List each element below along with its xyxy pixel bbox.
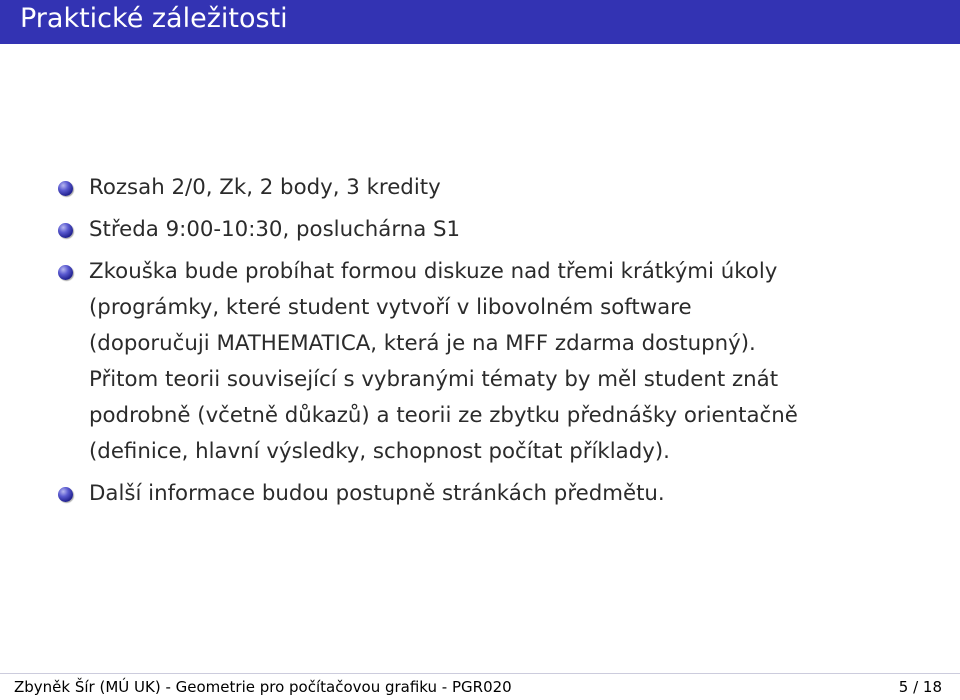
slide-title: Praktické záležitosti bbox=[20, 3, 288, 34]
bullet-item bbox=[58, 170, 938, 206]
bullet-icon bbox=[58, 223, 73, 238]
bullet-item bbox=[58, 254, 938, 470]
bullet-line: (doporučuji MATHEMATICA, která je na MFF zdarma dostupný). bbox=[89, 331, 756, 356]
title-bar bbox=[0, 0, 960, 44]
bullet-line: Přitom teorii související s vybranými tématy by měl student znát bbox=[89, 367, 779, 392]
bullet-line: Další informace budou postupně stránkách předmětu. bbox=[89, 481, 665, 506]
footer-author-course: Zbyněk Šír (MÚ UK) - Geometrie pro počítačovou grafiku - PGR020 bbox=[14, 678, 512, 696]
bullet-line: podrobně (včetně důkazů) a teorii ze zbytku přednášky orientačně bbox=[89, 403, 798, 428]
footer bbox=[0, 673, 960, 700]
bullet-line: Středa 9:00-10:30, posluchárna S1 bbox=[89, 217, 461, 242]
bullet-item bbox=[58, 476, 938, 512]
bullet-icon bbox=[58, 265, 73, 280]
bullet-line: Zkouška bude probíhat formou diskuze nad třemi krátkými úkoly bbox=[89, 259, 778, 284]
bullet-item bbox=[58, 212, 938, 248]
bullet-line: Rozsah 2/0, Zk, 2 body, 3 kredity bbox=[89, 175, 441, 200]
bullet-line: (definice, hlavní výsledky, schopnost počítat příklady). bbox=[89, 439, 670, 464]
page-number: 5 / 18 bbox=[898, 678, 942, 696]
bullet-text bbox=[89, 212, 938, 248]
bullet-list bbox=[58, 170, 938, 518]
bullet-text bbox=[89, 254, 938, 470]
bullet-line: (prográmky, které student vytvoří v libovolném software bbox=[89, 295, 692, 320]
bullet-text bbox=[89, 170, 938, 206]
bullet-icon bbox=[58, 181, 73, 196]
bullet-text bbox=[89, 476, 938, 512]
bullet-icon bbox=[58, 487, 73, 502]
